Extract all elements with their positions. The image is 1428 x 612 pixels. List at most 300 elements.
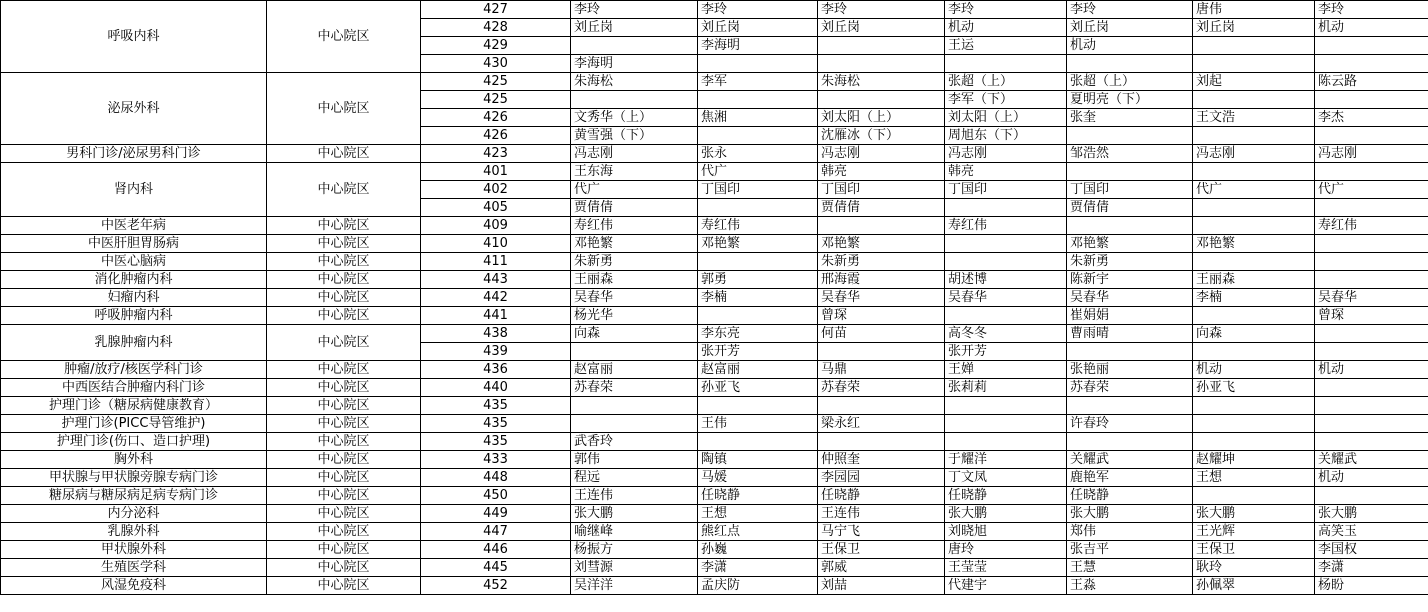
doctor-cell: 胡述博: [945, 271, 1067, 289]
doctor-cell: [1067, 217, 1193, 235]
doctor-cell: 邢海霞: [818, 271, 945, 289]
doctor-cell: [1315, 397, 1428, 415]
doctor-cell: 李园园: [818, 469, 945, 487]
doctor-cell: 向森: [1193, 325, 1315, 343]
doctor-cell: 机动: [1193, 361, 1315, 379]
campus-cell: 中心院区: [267, 397, 421, 415]
doctor-cell: [1315, 163, 1428, 181]
doctor-cell: 王慧: [1067, 559, 1193, 577]
doctor-cell: 曹雨晴: [1067, 325, 1193, 343]
doctor-cell: [1193, 397, 1315, 415]
campus-cell: 中心院区: [267, 451, 421, 469]
doctor-cell: 机动: [1315, 469, 1428, 487]
doctor-cell: 李潇: [698, 559, 818, 577]
doctor-cell: 王保卫: [818, 541, 945, 559]
doctor-cell: 韩亮: [945, 163, 1067, 181]
department-cell: 中西医结合肿瘤内科门诊: [1, 379, 267, 397]
doctor-cell: 李东亮: [698, 325, 818, 343]
doctor-cell: 寿红伟: [945, 217, 1067, 235]
doctor-cell: 邓艳繁: [818, 235, 945, 253]
doctor-cell: 刘太阳（上）: [945, 109, 1067, 127]
doctor-cell: [945, 433, 1067, 451]
doctor-cell: 王伟: [698, 415, 818, 433]
room-cell: 450: [421, 487, 571, 505]
doctor-cell: 张大鹏: [1193, 505, 1315, 523]
doctor-cell: [1315, 343, 1428, 361]
doctor-cell: [1193, 199, 1315, 217]
campus-cell: 中心院区: [267, 307, 421, 325]
doctor-cell: 代广: [571, 181, 698, 199]
doctor-cell: 吴春华: [571, 289, 698, 307]
doctor-cell: 陈云路: [1315, 73, 1428, 91]
campus-cell: 中心院区: [267, 361, 421, 379]
doctor-cell: [698, 307, 818, 325]
doctor-cell: [945, 307, 1067, 325]
doctor-cell: [818, 37, 945, 55]
doctor-cell: [698, 199, 818, 217]
doctor-cell: [945, 55, 1067, 73]
doctor-cell: [1067, 397, 1193, 415]
doctor-cell: [1315, 325, 1428, 343]
doctor-cell: [1193, 433, 1315, 451]
table-row: [1, 73, 1428, 91]
doctor-cell: 李海明: [698, 37, 818, 55]
doctor-cell: 任晓静: [818, 487, 945, 505]
doctor-cell: 赵富丽: [571, 361, 698, 379]
doctor-cell: [698, 433, 818, 451]
doctor-cell: [1193, 343, 1315, 361]
doctor-cell: 贾倩倩: [818, 199, 945, 217]
doctor-cell: 李玲: [945, 1, 1067, 19]
doctor-cell: 任晓静: [945, 487, 1067, 505]
department-cell: 泌尿外科: [1, 73, 267, 145]
doctor-cell: [698, 127, 818, 145]
table-row: [1, 271, 1428, 289]
doctor-cell: 武香玲: [571, 433, 698, 451]
table-row: [1, 541, 1428, 559]
department-cell: 甲状腺外科: [1, 541, 267, 559]
room-cell: 441: [421, 307, 571, 325]
doctor-cell: 机动: [945, 19, 1067, 37]
doctor-cell: [1193, 487, 1315, 505]
doctor-cell: 邓艳繁: [698, 235, 818, 253]
doctor-cell: 杨振方: [571, 541, 698, 559]
doctor-cell: 赵耀坤: [1193, 451, 1315, 469]
doctor-cell: 李玲: [818, 1, 945, 19]
doctor-cell: 耿玲: [1193, 559, 1315, 577]
table-row: [1, 307, 1428, 325]
doctor-cell: 刘丘岗: [571, 19, 698, 37]
doctor-cell: 苏春荣: [818, 379, 945, 397]
doctor-cell: [1315, 253, 1428, 271]
room-cell: 452: [421, 577, 571, 595]
department-cell: 妇瘤内科: [1, 289, 267, 307]
department-cell: 护理门诊(PICC导管维护): [1, 415, 267, 433]
department-cell: 消化肿瘤内科: [1, 271, 267, 289]
doctor-cell: [1193, 217, 1315, 235]
room-cell: 430: [421, 55, 571, 73]
doctor-cell: 杨光华: [571, 307, 698, 325]
doctor-cell: [1193, 55, 1315, 73]
table-row: [1, 1, 1428, 19]
room-cell: 401: [421, 163, 571, 181]
campus-cell: 中心院区: [267, 73, 421, 145]
doctor-cell: [571, 415, 698, 433]
doctor-cell: [1193, 307, 1315, 325]
doctor-cell: [571, 397, 698, 415]
doctor-cell: 孙佩翠: [1193, 577, 1315, 595]
doctor-cell: 刘喆: [818, 577, 945, 595]
doctor-cell: 李杰: [1315, 109, 1428, 127]
room-cell: 440: [421, 379, 571, 397]
department-cell: 胸外科: [1, 451, 267, 469]
doctor-cell: 王运: [945, 37, 1067, 55]
doctor-cell: 黄雪强（下）: [571, 127, 698, 145]
doctor-cell: 崔娟娟: [1067, 307, 1193, 325]
campus-cell: 中心院区: [267, 271, 421, 289]
department-cell: 乳腺外科: [1, 523, 267, 541]
table-row: [1, 505, 1428, 523]
doctor-cell: 机动: [1067, 37, 1193, 55]
doctor-cell: [1315, 37, 1428, 55]
doctor-cell: [818, 343, 945, 361]
doctor-cell: 周旭东（下）: [945, 127, 1067, 145]
doctor-cell: 任晓静: [1067, 487, 1193, 505]
doctor-cell: 李玲: [698, 1, 818, 19]
doctor-cell: 夏明亮（下）: [1067, 91, 1193, 109]
doctor-cell: [818, 433, 945, 451]
doctor-cell: 孙亚飞: [698, 379, 818, 397]
department-cell: 护理门诊（糖尿病健康教育）: [1, 397, 267, 415]
campus-cell: 中心院区: [267, 253, 421, 271]
doctor-cell: 寿红伟: [571, 217, 698, 235]
doctor-cell: [945, 199, 1067, 217]
doctor-cell: [1315, 415, 1428, 433]
doctor-cell: 曾琛: [818, 307, 945, 325]
room-cell: 405: [421, 199, 571, 217]
doctor-cell: 何苗: [818, 325, 945, 343]
doctor-cell: 沈雁冰（下）: [818, 127, 945, 145]
room-cell: 438: [421, 325, 571, 343]
doctor-cell: 马媛: [698, 469, 818, 487]
doctor-cell: 于耀洋: [945, 451, 1067, 469]
doctor-cell: 王丽森: [1193, 271, 1315, 289]
doctor-cell: 李楠: [1193, 289, 1315, 307]
doctor-cell: [1315, 235, 1428, 253]
doctor-cell: [818, 397, 945, 415]
doctor-cell: 高冬冬: [945, 325, 1067, 343]
table-row: [1, 325, 1428, 343]
doctor-cell: 王保卫: [1193, 541, 1315, 559]
table-row: [1, 217, 1428, 235]
doctor-cell: 刘丘岗: [1193, 19, 1315, 37]
doctor-cell: 唐伟: [1193, 1, 1315, 19]
table-row: [1, 433, 1428, 451]
doctor-cell: 张超（上）: [945, 73, 1067, 91]
room-cell: 449: [421, 505, 571, 523]
table-row: [1, 451, 1428, 469]
doctor-cell: 王莹莹: [945, 559, 1067, 577]
doctor-cell: 孙亚飞: [1193, 379, 1315, 397]
doctor-cell: 韩亮: [818, 163, 945, 181]
doctor-cell: [945, 397, 1067, 415]
campus-cell: 中心院区: [267, 217, 421, 235]
doctor-cell: 代广: [1315, 181, 1428, 199]
table-row: [1, 577, 1428, 595]
campus-cell: 中心院区: [267, 163, 421, 217]
room-cell: 443: [421, 271, 571, 289]
doctor-cell: [1315, 271, 1428, 289]
campus-cell: 中心院区: [267, 415, 421, 433]
table-row: [1, 415, 1428, 433]
department-cell: 乳腺肿瘤内科: [1, 325, 267, 361]
doctor-cell: [1193, 415, 1315, 433]
doctor-cell: [571, 343, 698, 361]
doctor-cell: 张艳丽: [1067, 361, 1193, 379]
doctor-cell: 王想: [698, 505, 818, 523]
doctor-cell: 朱新勇: [1067, 253, 1193, 271]
doctor-cell: [945, 415, 1067, 433]
department-cell: 护理门诊(伤口、造口护理): [1, 433, 267, 451]
doctor-cell: 丁国印: [698, 181, 818, 199]
doctor-cell: [1315, 379, 1428, 397]
table-row: [1, 469, 1428, 487]
department-cell: 肿瘤/放疗/核医学科门诊: [1, 361, 267, 379]
table-row: [1, 361, 1428, 379]
doctor-cell: 陶镇: [698, 451, 818, 469]
table-row: [1, 145, 1428, 163]
doctor-cell: 刘丘岗: [1067, 19, 1193, 37]
campus-cell: 中心院区: [267, 379, 421, 397]
doctor-cell: [1315, 487, 1428, 505]
doctor-cell: 任晓静: [698, 487, 818, 505]
room-cell: 447: [421, 523, 571, 541]
room-cell: 436: [421, 361, 571, 379]
doctor-cell: 冯志刚: [1193, 145, 1315, 163]
campus-cell: 中心院区: [267, 487, 421, 505]
table-row: [1, 289, 1428, 307]
room-cell: 411: [421, 253, 571, 271]
doctor-cell: 吴春华: [1067, 289, 1193, 307]
doctor-cell: 曾琛: [1315, 307, 1428, 325]
doctor-cell: 王光辉: [1193, 523, 1315, 541]
doctor-cell: 代广: [698, 163, 818, 181]
campus-cell: 中心院区: [267, 559, 421, 577]
doctor-cell: 丁国印: [818, 181, 945, 199]
doctor-cell: 苏春荣: [571, 379, 698, 397]
doctor-cell: 李楠: [698, 289, 818, 307]
doctor-cell: 朱海松: [818, 73, 945, 91]
doctor-cell: 丁国印: [945, 181, 1067, 199]
room-cell: 425: [421, 73, 571, 91]
doctor-cell: 刘太阳（上）: [818, 109, 945, 127]
doctor-cell: [571, 91, 698, 109]
doctor-cell: [1067, 127, 1193, 145]
doctor-cell: 张大鹏: [571, 505, 698, 523]
room-cell: 410: [421, 235, 571, 253]
doctor-cell: 王想: [1193, 469, 1315, 487]
doctor-cell: 张永: [698, 145, 818, 163]
room-cell: 435: [421, 433, 571, 451]
doctor-cell: 刘晓旭: [945, 523, 1067, 541]
doctor-cell: 李玲: [571, 1, 698, 19]
department-cell: 生殖医学科: [1, 559, 267, 577]
doctor-cell: 唐玲: [945, 541, 1067, 559]
doctor-cell: [1315, 55, 1428, 73]
table-row: [1, 559, 1428, 577]
department-cell: 甲状腺与甲状腺旁腺专病门诊: [1, 469, 267, 487]
doctor-cell: 邓艳繁: [1193, 235, 1315, 253]
doctor-cell: 张大鹏: [945, 505, 1067, 523]
doctor-cell: 李国权: [1315, 541, 1428, 559]
doctor-cell: [571, 37, 698, 55]
doctor-cell: 朱新勇: [571, 253, 698, 271]
doctor-cell: 寿红伟: [1315, 217, 1428, 235]
room-cell: 426: [421, 127, 571, 145]
room-cell: 446: [421, 541, 571, 559]
doctor-cell: 马宁飞: [818, 523, 945, 541]
doctor-cell: 冯志刚: [818, 145, 945, 163]
doctor-cell: 王淼: [1067, 577, 1193, 595]
doctor-cell: 许春玲: [1067, 415, 1193, 433]
table-row: [1, 523, 1428, 541]
doctor-cell: 王文浩: [1193, 109, 1315, 127]
doctor-cell: 郭威: [818, 559, 945, 577]
doctor-cell: 邹浩然: [1067, 145, 1193, 163]
campus-cell: 中心院区: [267, 1, 421, 73]
doctor-cell: 吴春华: [945, 289, 1067, 307]
doctor-cell: 关耀武: [1067, 451, 1193, 469]
doctor-cell: [1193, 127, 1315, 145]
doctor-cell: [1315, 91, 1428, 109]
room-cell: 448: [421, 469, 571, 487]
doctor-cell: 吴洋洋: [571, 577, 698, 595]
doctor-cell: 刘丘岗: [818, 19, 945, 37]
table-row: [1, 253, 1428, 271]
doctor-cell: [698, 397, 818, 415]
doctor-cell: 朱海松: [571, 73, 698, 91]
doctor-cell: 丁国印: [1067, 181, 1193, 199]
doctor-cell: 李潇: [1315, 559, 1428, 577]
doctor-cell: 王婵: [945, 361, 1067, 379]
doctor-cell: 吴春华: [818, 289, 945, 307]
doctor-cell: [1315, 199, 1428, 217]
doctor-cell: 孙巍: [698, 541, 818, 559]
doctor-cell: 机动: [1315, 361, 1428, 379]
doctor-cell: 孟庆防: [698, 577, 818, 595]
doctor-cell: 贾倩倩: [571, 199, 698, 217]
doctor-cell: 郭伟: [571, 451, 698, 469]
doctor-cell: 杨盼: [1315, 577, 1428, 595]
doctor-cell: 机动: [1315, 19, 1428, 37]
campus-cell: 中心院区: [267, 145, 421, 163]
doctor-cell: [1193, 91, 1315, 109]
doctor-cell: 梁永红: [818, 415, 945, 433]
doctor-cell: 刘彗源: [571, 559, 698, 577]
doctor-cell: 关耀武: [1315, 451, 1428, 469]
doctor-cell: 王连伟: [571, 487, 698, 505]
room-cell: 402: [421, 181, 571, 199]
doctor-cell: 贾倩倩: [1067, 199, 1193, 217]
campus-cell: 中心院区: [267, 235, 421, 253]
department-cell: 内分泌科: [1, 505, 267, 523]
doctor-cell: 邓艳繁: [571, 235, 698, 253]
department-cell: 呼吸肿瘤内科: [1, 307, 267, 325]
campus-cell: 中心院区: [267, 325, 421, 361]
doctor-cell: 喻继峰: [571, 523, 698, 541]
doctor-cell: 苏春荣: [1067, 379, 1193, 397]
doctor-cell: [1193, 253, 1315, 271]
doctor-cell: 张大鹏: [1067, 505, 1193, 523]
campus-cell: 中心院区: [267, 505, 421, 523]
room-cell: 409: [421, 217, 571, 235]
doctor-cell: 文秀华（上）: [571, 109, 698, 127]
doctor-cell: 朱新勇: [818, 253, 945, 271]
schedule-body: [1, 1, 1428, 595]
doctor-cell: [1067, 433, 1193, 451]
doctor-cell: 刘丘岗: [698, 19, 818, 37]
doctor-cell: [818, 91, 945, 109]
doctor-cell: 邓艳繁: [1067, 235, 1193, 253]
campus-cell: 中心院区: [267, 433, 421, 451]
campus-cell: 中心院区: [267, 577, 421, 595]
room-cell: 435: [421, 397, 571, 415]
room-cell: 429: [421, 37, 571, 55]
doctor-cell: [1193, 37, 1315, 55]
doctor-cell: 马鼎: [818, 361, 945, 379]
campus-cell: 中心院区: [267, 541, 421, 559]
room-cell: 433: [421, 451, 571, 469]
room-cell: 442: [421, 289, 571, 307]
doctor-cell: [1315, 127, 1428, 145]
doctor-cell: 向森: [571, 325, 698, 343]
table-row: [1, 235, 1428, 253]
doctor-cell: [698, 253, 818, 271]
doctor-cell: 丁文凤: [945, 469, 1067, 487]
doctor-cell: 王东海: [571, 163, 698, 181]
doctor-cell: 张奎: [1067, 109, 1193, 127]
campus-cell: 中心院区: [267, 289, 421, 307]
doctor-cell: 赵富丽: [698, 361, 818, 379]
department-cell: 中医老年病: [1, 217, 267, 235]
doctor-cell: 熊红点: [698, 523, 818, 541]
doctor-cell: 李玲: [1315, 1, 1428, 19]
doctor-cell: 李军（下）: [945, 91, 1067, 109]
doctor-cell: 王丽森: [571, 271, 698, 289]
room-cell: 445: [421, 559, 571, 577]
doctor-cell: 冯志刚: [571, 145, 698, 163]
room-cell: 423: [421, 145, 571, 163]
room-cell: 426: [421, 109, 571, 127]
doctor-cell: 冯志刚: [1315, 145, 1428, 163]
doctor-cell: 冯志刚: [945, 145, 1067, 163]
table-row: [1, 397, 1428, 415]
department-cell: 呼吸内科: [1, 1, 267, 73]
department-cell: 男科门诊/泌尿男科门诊: [1, 145, 267, 163]
department-cell: 中医心脑病: [1, 253, 267, 271]
department-cell: 肾内科: [1, 163, 267, 217]
doctor-cell: 张开芳: [945, 343, 1067, 361]
doctor-cell: 高笑玉: [1315, 523, 1428, 541]
doctor-cell: 代建宇: [945, 577, 1067, 595]
doctor-cell: 李玲: [1067, 1, 1193, 19]
department-cell: 风湿免疫科: [1, 577, 267, 595]
table-row: [1, 163, 1428, 181]
doctor-cell: [1067, 55, 1193, 73]
campus-cell: 中心院区: [267, 523, 421, 541]
doctor-cell: [698, 55, 818, 73]
doctor-cell: 王连伟: [818, 505, 945, 523]
